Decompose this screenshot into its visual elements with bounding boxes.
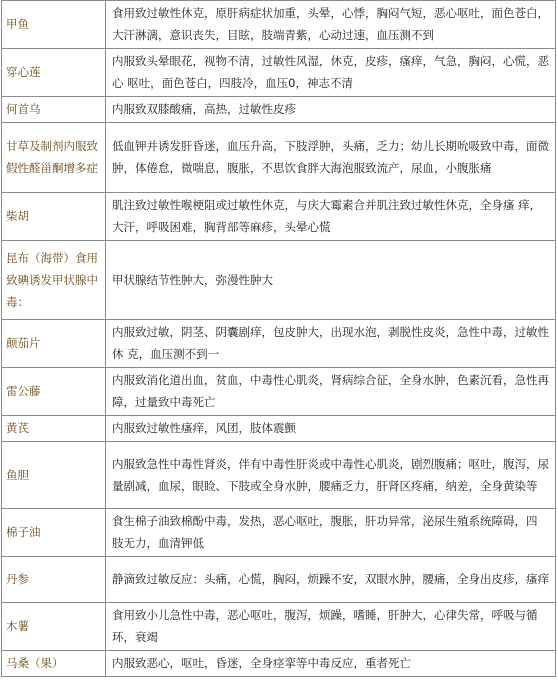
adverse-effects-cell: 内服致急性中毒性肾炎，伴有中毒性肝炎或中毒性心肌炎，剧烈腹痛；呕吐，腹泻，尿量剧减，血尿，眼睑、下肢或全身水肿，腰痛乏力，肝肾区疼痛，纳差，全身黄染等	[106, 442, 556, 509]
table-row	[2, 442, 556, 509]
herb-name-cell: 甲鱼	[2, 1, 106, 49]
adverse-effects-cell: 食用致过敏性休克，原肝病症状加重，头晕，心悸，胸闷气短，恶心呕吐，面色苍白，大汗淋漓，意识丧失，目眩，肢端青紫，心动过速，血压测不到	[106, 1, 556, 49]
table-row	[2, 49, 556, 97]
herb-name-cell: 木薯	[2, 603, 106, 651]
table-row	[2, 557, 556, 603]
herb-name-cell: 黄芪	[2, 416, 106, 442]
adverse-effects-cell: 内服致消化道出血，贫血，中毒性心肌炎，肾病综合征，全身水肿，色素沉看，急性再障，过量致中毒死亡	[106, 368, 556, 416]
table-row	[2, 1, 556, 49]
herb-name-cell: 柴胡	[2, 193, 106, 241]
table-row	[2, 241, 556, 320]
table-row	[2, 123, 556, 193]
table-row	[2, 193, 556, 241]
adverse-effects-cell: 低血钾并诱发肝昏迷，血压升高，下肢浮肿，头痛，乏力；幼儿长期吮吸致中毒，面微肿，体倦怠，微喘息，腹胀，不思饮食胖大海泡服致流产，尿血，小腹胀痛	[106, 123, 556, 193]
herb-name-cell: 雷公藤	[2, 368, 106, 416]
adverse-effects-cell: 食用致小儿急性中毒，恶心呕吐，腹泻，烦躁，嗜睡，肝肿大，心律失常，呼吸与循环，衰竭	[106, 603, 556, 651]
herb-name-cell: 昆布（海带）食用致碘诱发甲状腺中毒：	[2, 241, 106, 320]
herb-name-cell: 鱼胆	[2, 442, 106, 509]
herb-name-cell: 马桑（果）	[2, 651, 106, 677]
table-row	[2, 97, 556, 123]
adverse-effects-cell: 内服致过敏性瘙痒，风团，肢体震颤	[106, 416, 556, 442]
herb-name-cell: 颠茄片	[2, 320, 106, 368]
herb-name-cell: 丹参	[2, 557, 106, 603]
table-row	[2, 320, 556, 368]
adverse-effects-cell: 内服致头晕眼花，视物不清，过敏性风湿，休克，皮疹，瘙痒，气急，胸闷，心慌，恶心 呕吐，面色苍白，四肢冷，血压0，神志不清	[106, 49, 556, 97]
table-row	[2, 416, 556, 442]
herb-name-cell: 何首乌	[2, 97, 106, 123]
adverse-effects-cell: 内服致过敏，阴茎、阴囊剧痒，包皮肿大，出现水泡，剥脱性皮炎，急性中毒，过敏性休 克，血压测不到一	[106, 320, 556, 368]
herb-toxicity-table	[1, 0, 556, 677]
table-row	[2, 368, 556, 416]
adverse-effects-cell: 甲状腺结节性肿大，弥漫性肿大	[106, 241, 556, 320]
herb-name-cell: 甘草及制剂内服致假性醛甾酮增多症	[2, 123, 106, 193]
adverse-effects-cell: 内服致恶心，呕吐，昏迷，全身痉挛等中毒反应，重者死亡	[106, 651, 556, 677]
table-row	[2, 651, 556, 677]
adverse-effects-cell: 食生棉子油致棉酚中毒，发热，恶心呕吐，腹胀，肝功异常，泌尿生殖系统障碍，四 肢无力，血清钾低	[106, 509, 556, 557]
adverse-effects-cell: 静滴致过敏反应：头痛，心慌，胸闷，烦躁不安，双眼水肿，腰痛，全身出皮疹，瘙痒	[106, 557, 556, 603]
adverse-effects-cell: 内服致双膝酸痛，高热，过敏性皮疹	[106, 97, 556, 123]
herb-name-cell: 棉子油	[2, 509, 106, 557]
adverse-effects-cell: 肌注致过敏性喉梗阻或过敏性休克，与庆大霉素合并肌注致过敏性休克，全身瘙 痒，大汗，呼吸困难，胸背部等麻疹，头晕心慌	[106, 193, 556, 241]
herb-name-cell: 穿心莲	[2, 49, 106, 97]
table-row	[2, 509, 556, 557]
table-row	[2, 603, 556, 651]
